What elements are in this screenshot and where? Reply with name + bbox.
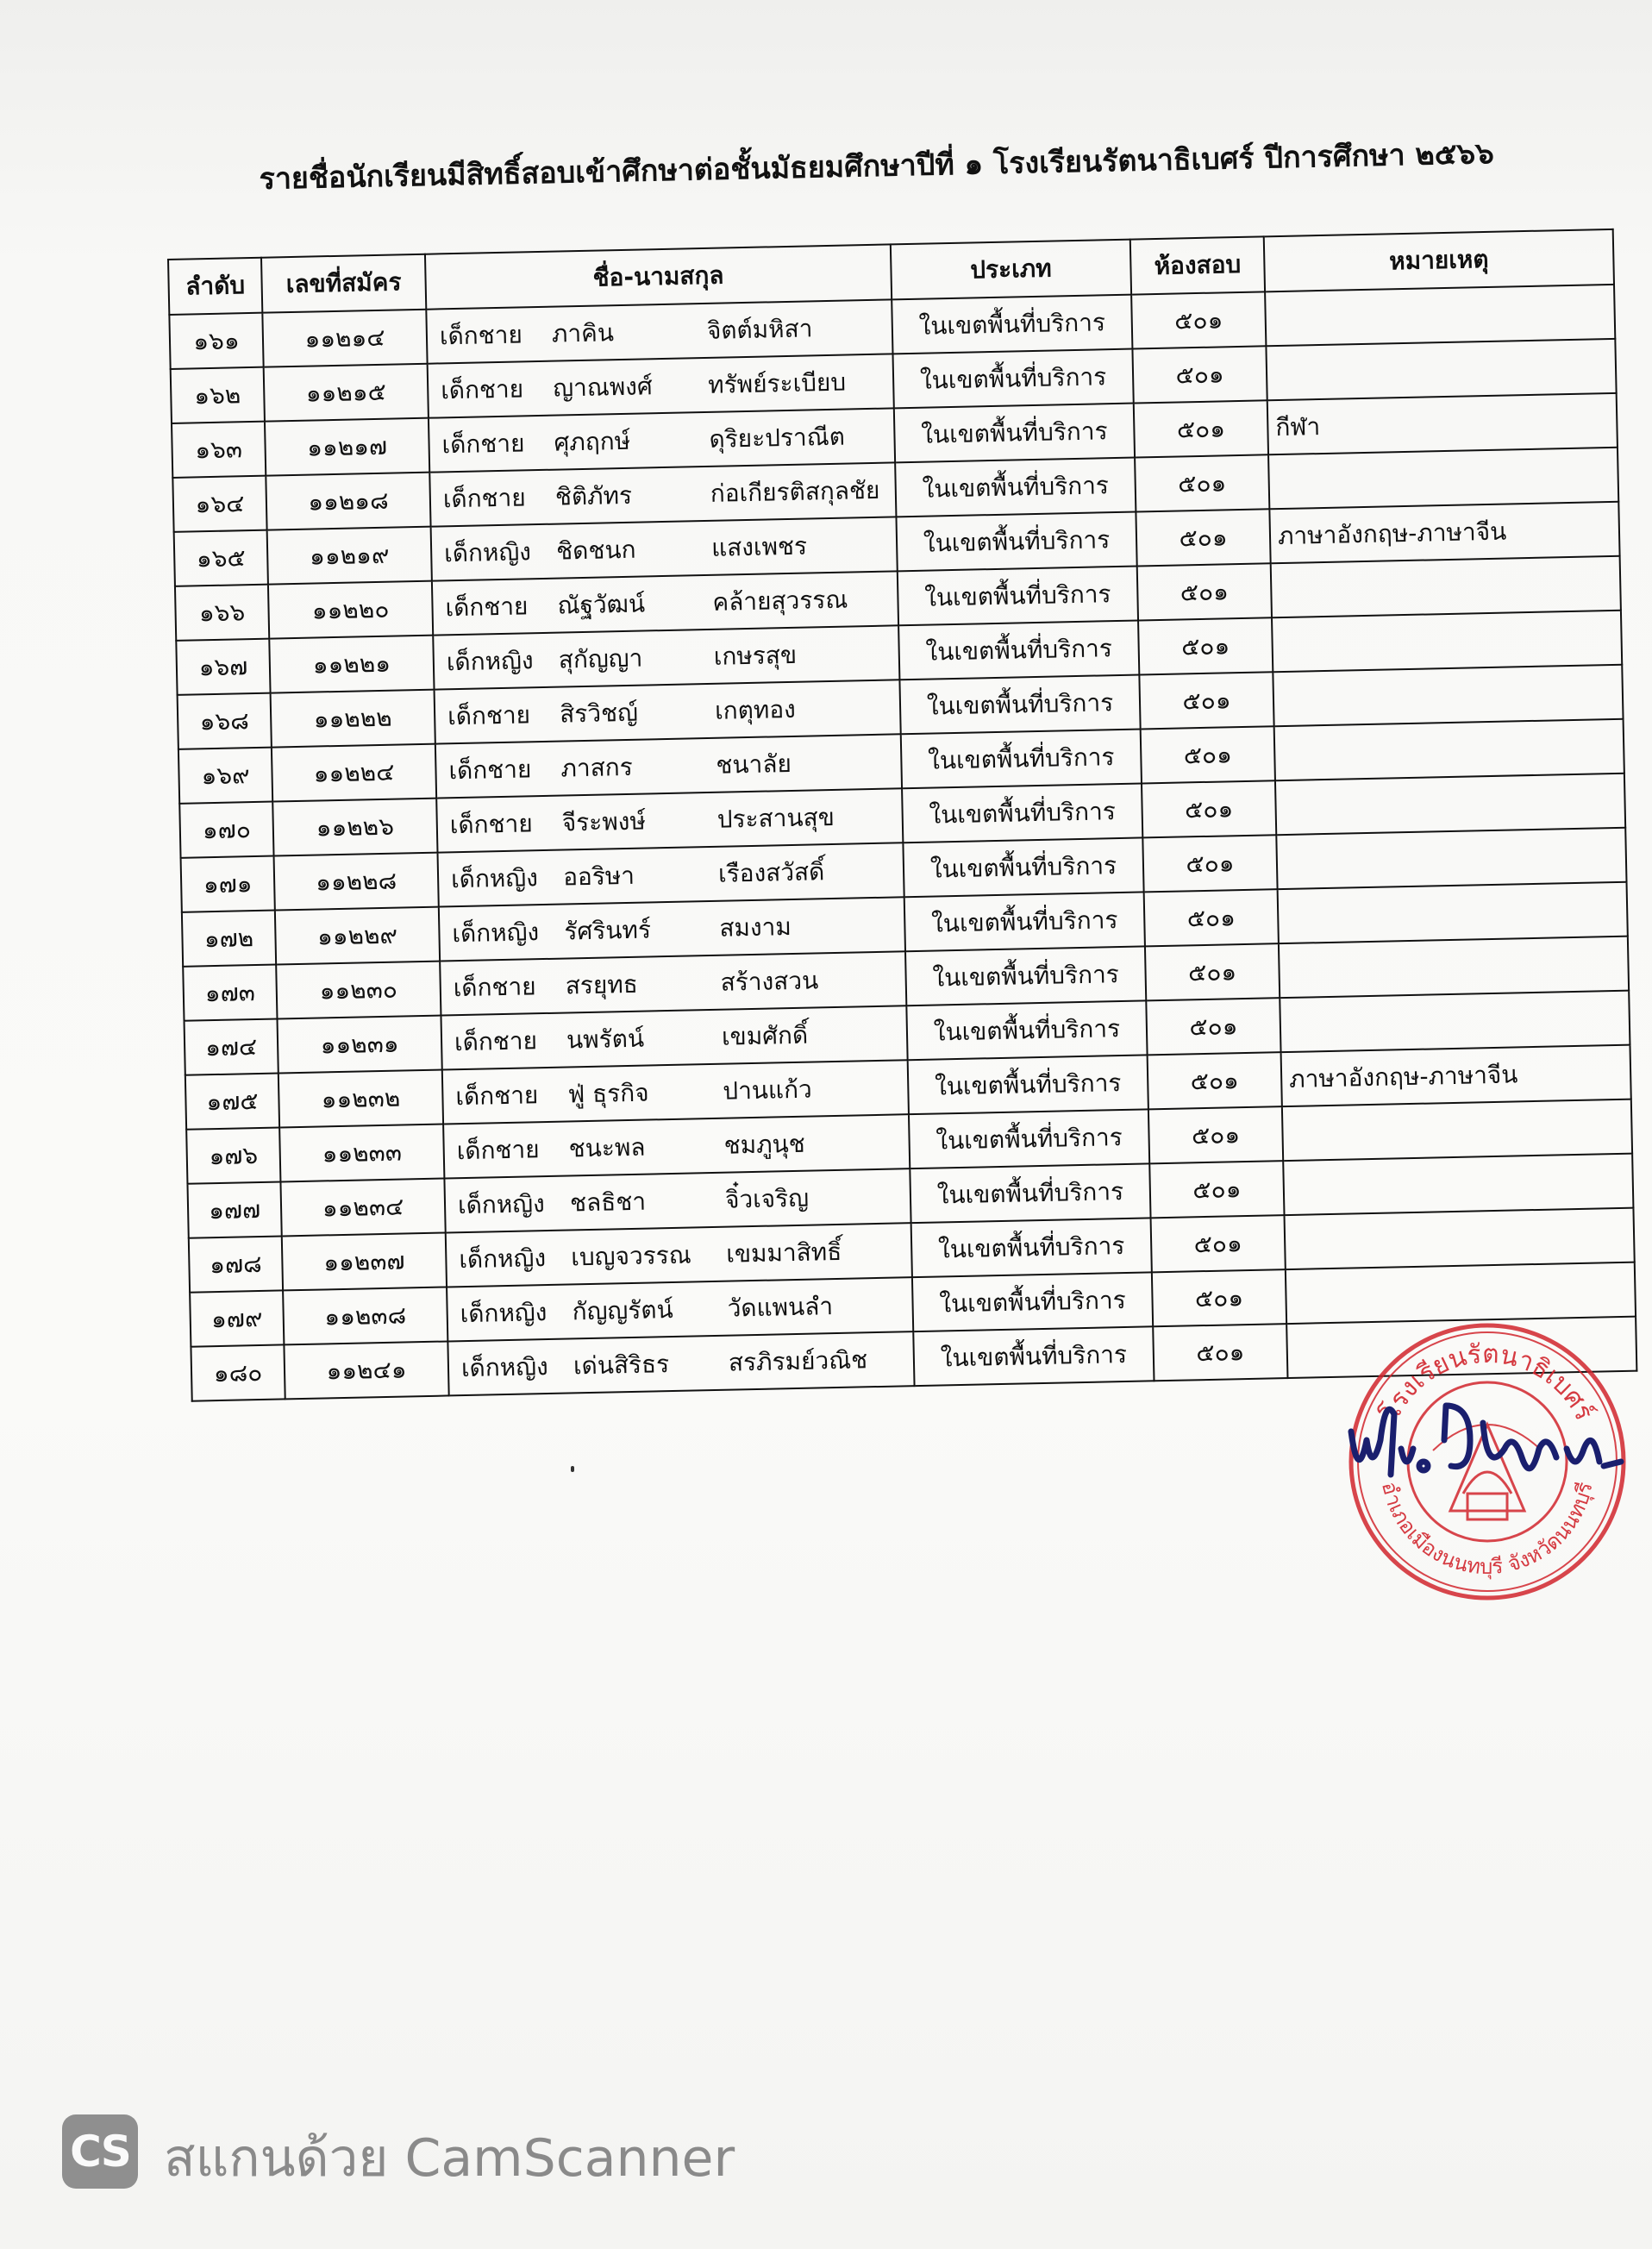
cell-remark <box>1280 991 1630 1052</box>
header-full-name: ชื่อ-นามสกุล <box>425 244 892 309</box>
last-name: ก่อเกียรติสกุลชัย <box>710 475 880 508</box>
cell-full-name <box>437 843 904 906</box>
last-name: สรภิรมย์วณิช <box>728 1344 868 1377</box>
name-prefix: เด็กหญิง <box>460 1297 548 1328</box>
cell-no: ๑๖๔ <box>172 476 266 532</box>
cell-application-number: ๑๑๒๓๔ <box>280 1179 445 1237</box>
cell-application-number: ๑๑๒๑๙ <box>267 527 432 585</box>
cell-application-number: ๑๑๒๒๖ <box>272 799 437 856</box>
cell-full-name <box>446 1223 912 1287</box>
cell-remark <box>1273 665 1623 726</box>
cell-exam-room: ๕๐๑ <box>1144 889 1279 946</box>
cell-full-name <box>436 788 903 852</box>
cell-full-name <box>447 1331 914 1395</box>
cell-no: ๑๗๙ <box>190 1290 284 1346</box>
last-name: จิตต์มหิสา <box>706 313 813 345</box>
name-prefix: เด็กชาย <box>456 1134 540 1165</box>
first-name: สิรวิชญ์ <box>559 698 639 729</box>
cell-remark <box>1272 611 1622 672</box>
last-name: วัดแพนลำ <box>727 1291 834 1323</box>
name-prefix: เด็กชาย <box>448 754 532 785</box>
name-prefix: เด็กหญิง <box>443 536 532 567</box>
cell-no: ๑๖๙ <box>178 748 272 804</box>
cell-type: ในเขตพื้นที่บริการ <box>896 512 1136 572</box>
cell-full-name <box>426 299 892 363</box>
cell-full-name <box>435 680 901 743</box>
cell-remark <box>1282 1099 1632 1161</box>
last-name: เขมศักดิ์ <box>721 1020 809 1051</box>
last-name: เกตุทอง <box>714 694 797 725</box>
cell-application-number: ๑๑๒๒๒ <box>271 690 435 748</box>
cell-remark <box>1274 719 1624 780</box>
last-name: สมงาม <box>719 912 792 943</box>
cell-application-number: ๑๑๒๓๒ <box>278 1070 443 1128</box>
cell-exam-room: ๕๐๑ <box>1139 672 1273 729</box>
last-name: ปานแก้ว <box>722 1074 813 1106</box>
cell-exam-room: ๕๐๑ <box>1135 454 1269 511</box>
name-prefix: เด็กชาย <box>440 373 524 404</box>
cell-full-name <box>444 1168 910 1232</box>
cell-exam-room: ๕๐๑ <box>1151 1215 1286 1272</box>
cell-type: ในเขตพื้นที่บริการ <box>908 1055 1148 1114</box>
first-name: ฟู่ ธุรกิจ <box>567 1078 649 1108</box>
cell-type: ในเขตพื้นที่บริการ <box>913 1326 1154 1386</box>
name-prefix: เด็กชาย <box>453 971 536 1002</box>
last-name: ชมภูนุช <box>723 1129 806 1160</box>
name-prefix: เด็กหญิง <box>450 862 539 893</box>
first-name: ณัฐวัฒน์ <box>557 588 646 620</box>
cell-full-name <box>431 517 898 580</box>
cell-no: ๑๖๗ <box>176 639 270 695</box>
cell-no: ๑๖๓ <box>172 422 266 478</box>
cell-remark <box>1271 556 1621 617</box>
last-name: ดุริยะปราณีต <box>709 422 846 454</box>
cell-type: ในเขตพื้นที่บริการ <box>899 674 1140 734</box>
cell-type: ในเขตพื้นที่บริการ <box>911 1218 1152 1277</box>
cell-application-number: ๑๑๒๓๘ <box>283 1287 447 1344</box>
name-prefix: เด็กหญิง <box>452 917 540 948</box>
cell-no: ๑๖๒ <box>171 367 265 423</box>
cell-full-name <box>432 571 898 635</box>
cell-full-name <box>441 1005 907 1069</box>
cell-full-name <box>443 1114 910 1178</box>
last-name: เกษรสุข <box>713 640 798 671</box>
first-name: รัศรินทร์ <box>564 914 652 946</box>
name-prefix: เด็กหญิง <box>457 1188 546 1219</box>
cell-remark <box>1266 339 1616 400</box>
cell-exam-room: ๕๐๑ <box>1149 1161 1284 1218</box>
cell-type: ในเขตพื้นที่บริการ <box>904 892 1145 951</box>
cell-exam-room: ๕๐๑ <box>1132 346 1267 403</box>
cell-remark <box>1276 828 1626 889</box>
first-name: ชิดชนก <box>555 535 636 566</box>
camscanner-watermark-text: สแกนด้วย CamScanner <box>164 2128 735 2189</box>
cell-remark <box>1265 285 1615 346</box>
cell-application-number: ๑๑๒๒๐ <box>268 581 433 639</box>
cell-no: ๑๗๗ <box>187 1181 281 1237</box>
cell-exam-room: ๕๐๑ <box>1153 1324 1287 1381</box>
name-prefix: เด็กหญิง <box>460 1351 549 1382</box>
camscanner-logo: CS <box>62 2114 138 2189</box>
cell-remark <box>1279 937 1629 998</box>
cell-remark: ภาษาอังกฤษ-ภาษาจีน <box>1269 502 1619 563</box>
last-name: คล้ายสุวรรณ <box>712 585 848 617</box>
cell-no: ๑๗๘ <box>189 1236 283 1292</box>
student-table-wrapper <box>167 229 1637 1402</box>
cell-no: ๑๖๑ <box>169 313 263 369</box>
cell-full-name <box>439 897 905 961</box>
cell-application-number: ๑๑๒๓๗ <box>282 1232 447 1290</box>
cell-no: ๑๗๐ <box>179 802 273 858</box>
cell-no: ๑๖๕ <box>174 530 268 586</box>
cell-remark <box>1275 774 1625 835</box>
cell-type: ในเขตพื้นที่บริการ <box>910 1163 1150 1223</box>
name-prefix: เด็กชาย <box>441 428 525 459</box>
cell-type: ในเขตพื้นที่บริการ <box>894 404 1135 463</box>
first-name: ญาณพงศ์ <box>552 371 654 403</box>
first-name: ภาคิน <box>551 317 615 348</box>
first-name: กัญญรัตน์ <box>572 1294 674 1325</box>
cell-remark: กีฬา <box>1267 393 1618 454</box>
cell-application-number: ๑๑๒๑๔ <box>262 310 427 367</box>
name-prefix: เด็กชาย <box>442 482 527 513</box>
cell-remark <box>1268 448 1618 509</box>
cell-type: ในเขตพื้นที่บริการ <box>905 946 1146 1005</box>
cell-exam-room: ๕๐๑ <box>1136 509 1270 566</box>
cell-application-number: ๑๑๒๒๘ <box>274 853 439 911</box>
first-name: สุกัญญา <box>558 643 643 674</box>
name-prefix: เด็กชาย <box>449 808 533 839</box>
cell-application-number: ๑๑๒๔๑ <box>284 1341 448 1399</box>
speck <box>571 1466 574 1472</box>
name-prefix: เด็กชาย <box>454 1025 538 1056</box>
cell-exam-room: ๕๐๑ <box>1142 780 1276 837</box>
cell-exam-room: ๕๐๑ <box>1148 1052 1282 1109</box>
cell-full-name <box>447 1277 913 1341</box>
cell-type: ในเขตพื้นที่บริการ <box>903 837 1143 897</box>
cell-exam-room: ๕๐๑ <box>1152 1269 1286 1326</box>
cell-full-name <box>429 408 895 472</box>
first-name: เด่นสิริธร <box>573 1349 670 1380</box>
cell-exam-room: ๕๐๑ <box>1134 400 1268 457</box>
cell-no: ๑๗๓ <box>183 965 277 1021</box>
cell-application-number: ๑๑๒๓๐ <box>276 962 441 1019</box>
cell-no: ๑๖๖ <box>175 585 269 641</box>
name-prefix: เด็กชาย <box>455 1080 539 1111</box>
cell-type: ในเขตพื้นที่บริการ <box>912 1272 1153 1331</box>
cell-exam-room: ๕๐๑ <box>1141 726 1275 783</box>
cell-application-number: ๑๑๒๓๓ <box>279 1124 444 1182</box>
cell-application-number: ๑๑๒๒๑ <box>269 636 434 693</box>
last-name: จิ๋วเจริญ <box>724 1183 810 1214</box>
cell-remark <box>1283 1154 1633 1215</box>
cell-application-number: ๑๑๒๒๔ <box>272 744 436 802</box>
cell-exam-room: ๕๐๑ <box>1142 835 1277 892</box>
first-name: ออริษา <box>562 861 635 892</box>
name-prefix: เด็กชาย <box>439 319 523 350</box>
cell-type: ในเขตพื้นที่บริการ <box>906 1000 1147 1060</box>
cell-type: ในเขตพื้นที่บริการ <box>909 1109 1149 1168</box>
cell-no: ๑๗๒ <box>182 911 276 967</box>
header-no: ลำดับ <box>168 258 262 315</box>
cell-application-number: ๑๑๒๒๙ <box>275 907 440 965</box>
last-name: ประสานสุข <box>716 802 835 834</box>
first-name: จีระพงษ์ <box>561 806 647 837</box>
cell-remark: ภาษาอังกฤษ-ภาษาจีน <box>1281 1045 1631 1106</box>
student-table <box>167 229 1637 1402</box>
header-remark: หมายเหตุ <box>1264 229 1614 291</box>
cell-exam-room: ๕๐๑ <box>1137 563 1272 620</box>
cell-full-name <box>433 625 899 689</box>
last-name: แสงเพชร <box>710 531 808 562</box>
cell-full-name <box>440 951 906 1015</box>
first-name: ชิติภัทร <box>554 480 633 511</box>
cell-full-name <box>435 734 902 798</box>
name-prefix: เด็กหญิง <box>459 1243 547 1274</box>
cell-type: ในเขตพื้นที่บริการ <box>901 729 1142 788</box>
cell-no: ๑๗๖ <box>186 1127 280 1183</box>
first-name: เบญจวรรณ <box>570 1240 692 1271</box>
cell-no: ๑๗๔ <box>185 1019 278 1075</box>
cell-no: ๑๖๘ <box>178 693 272 749</box>
last-name: เรืองสวัสดิ์ <box>717 856 825 888</box>
first-name: นพรัตน์ <box>566 1024 645 1054</box>
cell-exam-room: ๕๐๑ <box>1146 998 1280 1055</box>
cell-no: ๑๘๐ <box>191 1344 285 1400</box>
first-name: ภาสกร <box>560 752 634 783</box>
cell-type: ในเขตพื้นที่บริการ <box>892 295 1132 354</box>
cell-exam-room: ๕๐๑ <box>1145 943 1280 1000</box>
cell-type: ในเขตพื้นที่บริการ <box>892 349 1133 409</box>
stamp-top-text: โรงเรียนรัตนาธิเบศร์ <box>1375 1338 1599 1425</box>
cell-exam-room: ๕๐๑ <box>1131 291 1266 348</box>
first-name: สรยุทธ <box>565 969 639 1000</box>
cell-application-number: ๑๑๒๓๑ <box>277 1016 441 1074</box>
name-prefix: เด็กชาย <box>445 591 529 622</box>
header-type: ประเภท <box>891 240 1131 300</box>
last-name: ชนาลัย <box>716 749 792 780</box>
first-name: ชลธิชา <box>569 1187 647 1217</box>
name-prefix: เด็กชาย <box>447 699 531 730</box>
header-exam-room: ห้องสอบ <box>1130 236 1265 294</box>
last-name: ทรัพย์ระเบียบ <box>707 367 847 399</box>
cell-remark <box>1285 1208 1635 1269</box>
cell-type: ในเขตพื้นที่บริการ <box>898 567 1138 626</box>
first-name: ชนะพล <box>568 1132 646 1162</box>
cell-remark <box>1286 1262 1636 1324</box>
header-application-number: เลขที่สมัคร <box>261 254 426 313</box>
last-name: เขมมาสิทธิ์ <box>725 1237 842 1269</box>
cell-type: ในเขตพื้นที่บริการ <box>902 783 1142 843</box>
cell-application-number: ๑๑๒๑๘ <box>266 473 430 530</box>
document-title: รายชื่อนักเรียนมีสิทธิ์สอบเข้าศึกษาต่อชั้นมัธยมศึกษาปีที่ ๑ โรงเรียนรัตนาธิเบศร์ ปีการศึกษา ๒๕๖๖ <box>259 135 1495 197</box>
cell-application-number: ๑๑๒๑๗ <box>265 418 429 476</box>
cell-type: ในเขตพื้นที่บริการ <box>895 458 1136 517</box>
cell-type: ในเขตพื้นที่บริการ <box>898 621 1139 680</box>
cell-full-name <box>428 354 894 417</box>
first-name: ศุภฤกษ์ <box>554 426 631 457</box>
cell-full-name <box>442 1060 909 1124</box>
signature <box>1341 1380 1625 1500</box>
table-body <box>169 285 1636 1401</box>
cell-application-number: ๑๑๒๑๕ <box>264 364 429 422</box>
cell-exam-room: ๕๐๑ <box>1138 617 1273 674</box>
cell-exam-room: ๕๐๑ <box>1148 1106 1283 1163</box>
cell-no: ๑๗๑ <box>181 856 275 912</box>
cell-no: ๑๗๕ <box>185 1074 279 1130</box>
stamp-bottom-text: อำเภอเมืองนนทบุรี จังหวัดนนทบุรี <box>1376 1479 1598 1580</box>
cell-full-name <box>429 462 896 526</box>
last-name: สร้างสวน <box>720 965 819 997</box>
cell-remark <box>1278 882 1628 943</box>
name-prefix: เด็กหญิง <box>446 645 534 676</box>
